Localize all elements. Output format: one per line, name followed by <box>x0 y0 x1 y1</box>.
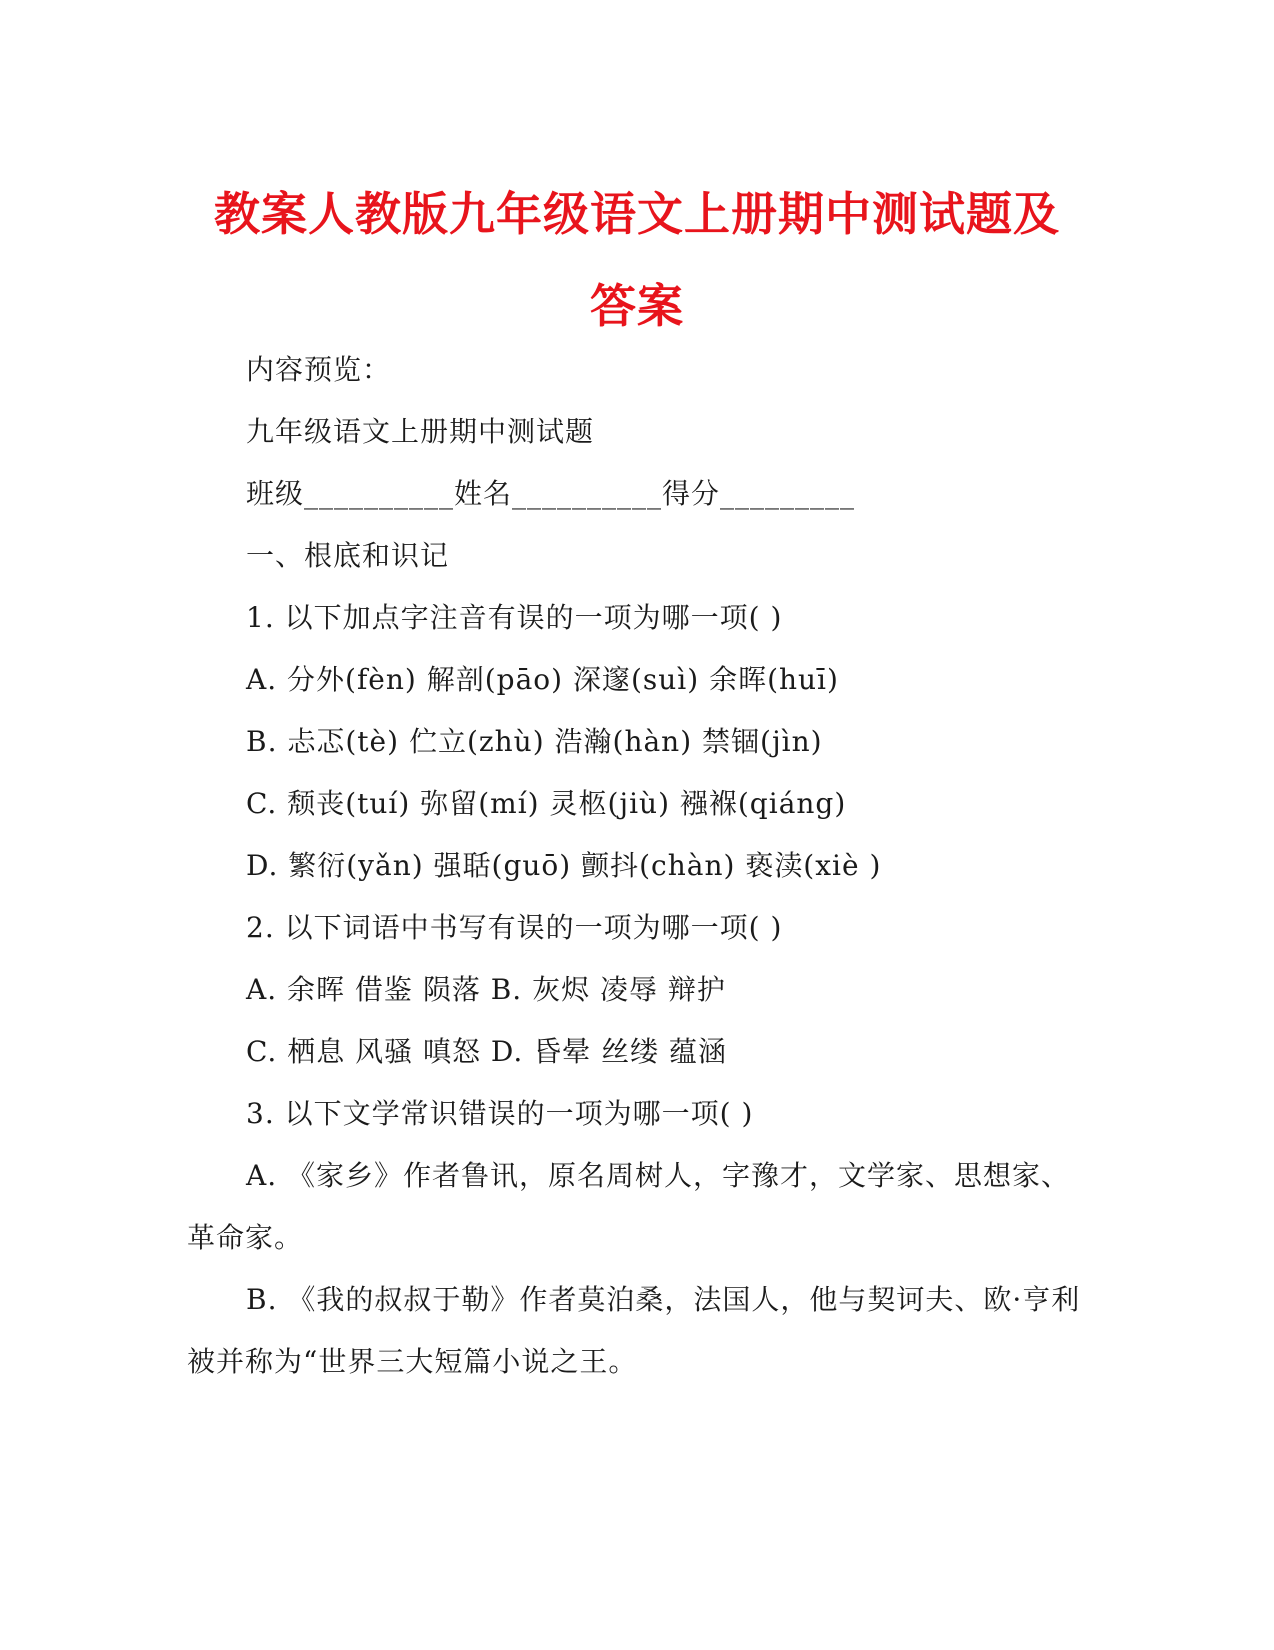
question-2-options-cd: C. 栖息 风骚 嗔怒 D. 昏晕 丝缕 蕴涵 <box>246 1035 727 1068</box>
question-1-option-a: A. 分外(fèn) 解剖(pāo) 深邃(suì) 余晖(huī) <box>246 663 839 696</box>
document-title-line-1: 教案人教版九年级语文上册期中测试题及 <box>214 187 1060 241</box>
preview-label: 内容预览： <box>246 353 392 386</box>
question-3-option-a-continued: 革命家。 <box>187 1221 304 1254</box>
test-title: 九年级语文上册期中测试题 <box>246 415 595 448</box>
question-2: 2. 以下词语中书写有误的一项为哪一项( ) <box>246 911 783 944</box>
question-1: 1. 以下加点字注音有误的一项为哪一项( ) <box>246 601 783 634</box>
section-heading: 一、根底和识记 <box>246 539 450 572</box>
question-1-option-c: C. 颓丧(tuí) 弥留(mí) 灵柩(jiù) 襁褓(qiáng) <box>246 787 847 820</box>
question-1-option-b: B. 忐忑(tè) 伫立(zhù) 浩瀚(hàn) 禁锢(jìn) <box>246 725 823 758</box>
question-2-options-ab: A. 余晖 借鉴 陨落 B. 灰烬 凌辱 辩护 <box>246 973 726 1006</box>
question-3: 3. 以下文学常识错误的一项为哪一项( ) <box>246 1097 754 1130</box>
question-3-option-b-continued: 被并称为“世界三大短篇小说之王。 <box>187 1345 638 1378</box>
question-1-option-d: D. 繁衍(yǎn) 强聒(guō) 颤抖(chàn) 亵渎(xiè ) <box>246 849 882 882</box>
document-title-line-2: 答案 <box>590 279 684 333</box>
question-3-option-b: B. 《我的叔叔于勒》作者莫泊桑，法国人，他与契诃夫、欧·亨利 <box>246 1283 1081 1316</box>
question-3-option-a: A. 《家乡》作者鲁讯，原名周树人，字豫才，文学家、思想家、 <box>246 1159 1071 1192</box>
student-info-line: 班级__________姓名__________得分_________ <box>246 477 856 510</box>
